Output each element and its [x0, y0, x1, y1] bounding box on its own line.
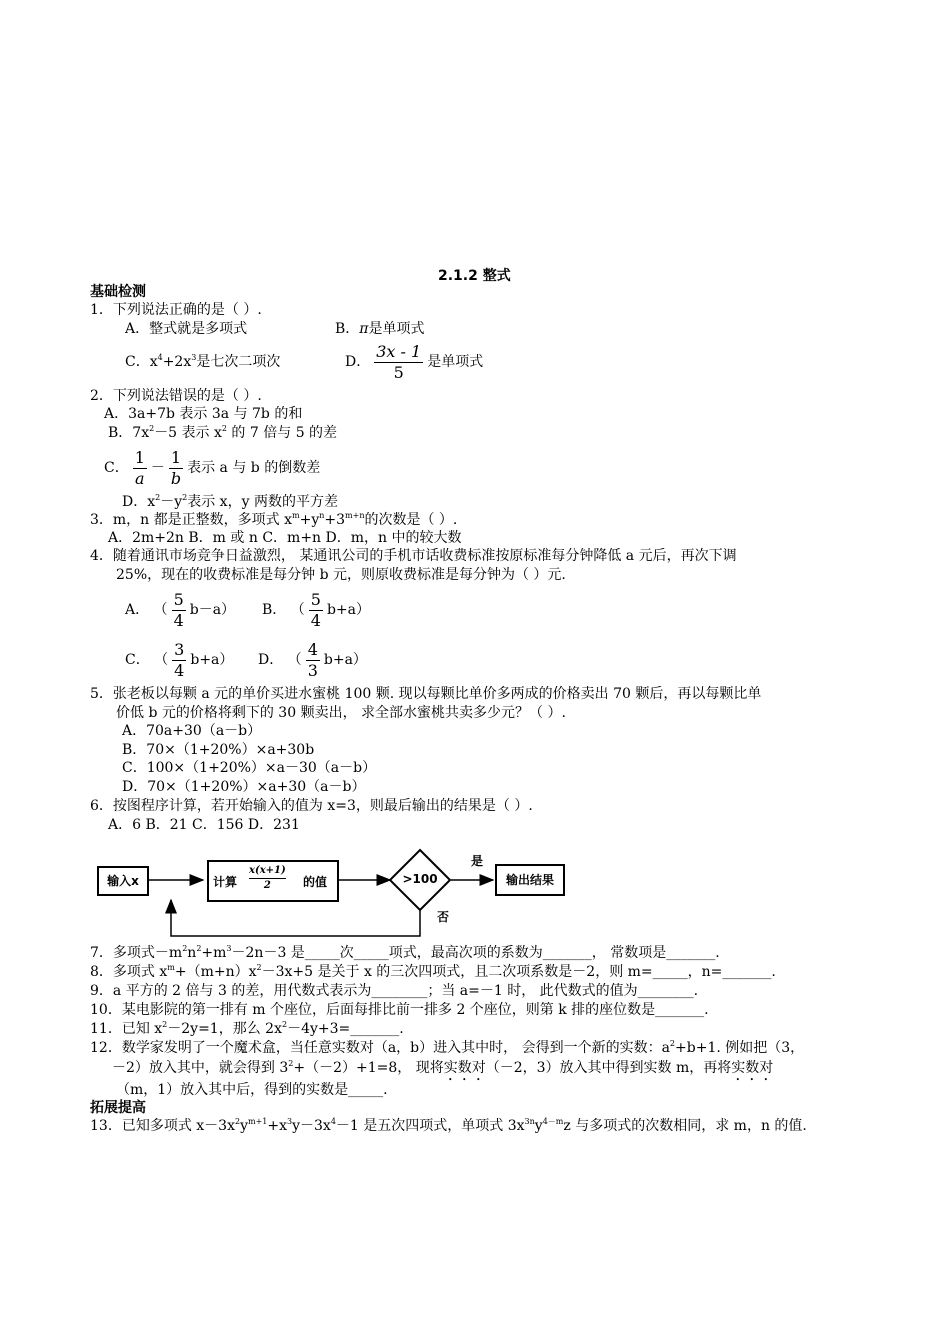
- q13-exp3: 3: [287, 1117, 293, 1126]
- q13-m4: －1 是五次四项式，单项式 3x: [335, 1118, 525, 1134]
- q1-d-denominator: 5: [393, 362, 404, 382]
- q1-d-prefix: D．: [345, 354, 371, 370]
- q4-b-prefix: B． （: [262, 602, 305, 618]
- q13-exp2: m+1: [247, 1117, 268, 1126]
- q2-c-fraction-2: [169, 448, 183, 489]
- q1-option-a: A．整式就是多项式: [125, 321, 248, 337]
- q4-a-num: 5: [173, 589, 184, 609]
- section-heading-extension: 拓展提高: [90, 1100, 146, 1116]
- q4-d-fraction: [306, 640, 320, 681]
- q4-b-suffix: b+a）: [326, 602, 370, 618]
- q4-a-den: 4: [173, 610, 184, 630]
- q3-exp2: n: [319, 511, 325, 520]
- q4-c-fraction: [172, 640, 186, 681]
- flowchart-output-label: 输出结果: [505, 873, 554, 887]
- q5-option-b: B．70×（1+20%）×a+30b: [122, 742, 315, 758]
- q2-b-mid: －5 表示 x: [154, 425, 222, 441]
- q4-b-den: 4: [310, 610, 321, 630]
- q2-c-den1: a: [135, 468, 145, 488]
- q12-l2-b: （－2，3）放入其中得到实数 m，再将: [485, 1060, 732, 1076]
- q2-option-a: A．3a+7b 表示 3a 与 7b 的和: [104, 406, 303, 422]
- q1-b-suffix: 是单项式: [368, 321, 425, 337]
- q2-d-exp1: 2: [155, 493, 161, 502]
- q11-post: －4y+3=_______.: [287, 1021, 404, 1037]
- q8-m1: +（m+n）x: [174, 964, 257, 980]
- q11-exp2: 2: [281, 1020, 288, 1029]
- q1-c-text: C．x: [125, 354, 158, 370]
- q5-option-c: C．100×（1+20%）×a－30（a－b）: [122, 760, 377, 776]
- q7-exp2: 2: [196, 944, 202, 953]
- q13-exp5: 3n: [524, 1117, 535, 1126]
- q4-option-c: [125, 636, 233, 684]
- q2-d-text: D．x: [122, 494, 156, 510]
- q4-b-num: 5: [310, 589, 321, 609]
- flowchart-yes-label: 是: [471, 854, 484, 868]
- q2-d-suffix: 表示 x，y 两数的平方差: [187, 494, 338, 510]
- q3-mid1: +y: [299, 512, 320, 528]
- q2-option-d: [122, 494, 338, 510]
- q4-line-1: 4．随着通讯市场竞争日益激烈， 某通讯公司的手机市话收费标准按原标准每分钟降低 a 元后，再次下调: [90, 548, 737, 564]
- q4-c-prefix: C． （: [125, 652, 169, 668]
- q7-text: [90, 945, 720, 961]
- flowchart-calc-fraction: [249, 864, 286, 893]
- q6-stem: 6．按图程序计算，若开始输入的值为 x=3，则最后输出的结果是（ ）.: [90, 798, 533, 814]
- q5-line-2: 价低 b 元的价格将剩下的 30 颗卖出， 求全部水蜜桃共卖多少元？（ ）.: [116, 705, 566, 721]
- q1-d-fraction: [374, 342, 423, 383]
- q13-pre: 13．已知多项式 x－3x: [90, 1118, 235, 1134]
- q4-d-suffix: b+a）: [323, 652, 367, 668]
- pi-symbol: π: [359, 321, 369, 337]
- q8-exp1: m: [167, 963, 175, 972]
- q1-b-prefix: B．: [335, 321, 360, 337]
- q2-b-exp2: 2: [221, 424, 227, 433]
- q4-c-suffix: b+a）: [190, 652, 234, 668]
- q13-m1: y: [240, 1118, 248, 1134]
- q11-pre: 11．已知 x: [90, 1021, 163, 1037]
- q2-c-minus: －: [150, 460, 165, 476]
- q7-exp1: 2: [182, 944, 188, 953]
- q2-option-b: [108, 425, 337, 441]
- q2-c-den2: b: [170, 468, 182, 488]
- q8-post: －3x+5 是关于 x 的三次四项式，且二次项系数是－2，则 m=_____，n=_______.: [261, 964, 776, 980]
- q2-stem: 2．下列说法错误的是（ ）.: [90, 388, 262, 404]
- q12-emphasis-1: 实数对: [443, 1060, 486, 1076]
- flowchart-input-box: [97, 866, 149, 896]
- q2-c-fraction-1: [133, 448, 147, 489]
- q2-d-mid: －y: [160, 494, 183, 510]
- q3-exp1: m: [292, 511, 300, 520]
- q4-c-den: 4: [174, 660, 185, 680]
- q3-text: 3．m，n 都是正整数，多项式 x: [90, 512, 292, 528]
- q3-options: A．2m+2n B．m 或 n C．m+n D．m，n 中的较大数: [108, 530, 462, 546]
- q1-option-d: [345, 338, 483, 386]
- q7-exp3: 3: [226, 944, 232, 953]
- q2-b-text: B．7x: [108, 425, 150, 441]
- q8-pre: 8．多项式 x: [90, 964, 168, 980]
- q13-m3: y－3x: [292, 1118, 331, 1134]
- q2-b-suffix: 的 7 倍与 5 的差: [226, 425, 338, 441]
- q3-stem: [90, 512, 457, 528]
- q4-a-prefix: A． （: [125, 602, 168, 618]
- section-heading-basic: 基础检测: [90, 284, 146, 300]
- flowchart-condition-label: >100: [402, 872, 438, 886]
- q13-exp4: 4: [330, 1117, 336, 1126]
- q7-pre: 7．多项式－m: [90, 945, 183, 961]
- q13-post: z 与多项式的次数相同，求 m，n 的值.: [563, 1118, 807, 1134]
- q13-text: [90, 1118, 807, 1134]
- q13-m2: +x: [267, 1118, 288, 1134]
- q7-m1: n: [187, 945, 197, 961]
- page-title: 2.1.2 整式: [438, 268, 511, 284]
- q3-exp3: m+n: [345, 511, 365, 520]
- program-flowchart: [95, 842, 575, 942]
- q12-line-2: [112, 1060, 773, 1084]
- q1-option-b: [335, 321, 425, 337]
- q1-stem: 1．下列说法正确的是（ ）.: [90, 302, 262, 318]
- flowchart-calc-suffix: 的值: [303, 875, 328, 889]
- q4-c-num: 3: [174, 639, 185, 659]
- flowchart-calc-num: x(x+1): [249, 864, 286, 879]
- q1-d-numerator: 3x - 1: [376, 341, 422, 361]
- flowchart-output-box: [495, 864, 565, 896]
- q13-exp1: 2: [234, 1117, 241, 1126]
- q12-l2-a: +（－2）+1=8， 现将: [293, 1060, 444, 1076]
- q12-line-3: （m，1）放入其中后，得到的实数是_____.: [116, 1082, 388, 1098]
- q1-c-exp2: 3: [191, 353, 197, 362]
- q4-a-fraction: [172, 590, 186, 631]
- q12-l1-exp: 2: [669, 1039, 676, 1048]
- q12-l2-pre: －2）放入其中，就会得到 3: [112, 1060, 289, 1076]
- q4-line-2: 25%，现在的收费标准是每分钟 b 元，则原收费标准是每分钟为（ ）元.: [116, 567, 566, 583]
- q2-option-c: [104, 444, 320, 492]
- q7-post: －2n－3 是_____次_____项式，最高次项的系数为_______， 常数项是_______.: [231, 945, 720, 961]
- q2-c-num1: 1: [134, 447, 145, 467]
- q1-option-c: [125, 354, 280, 370]
- q4-option-d: [258, 636, 367, 684]
- q5-option-a: A．70a+30（a－b）: [122, 723, 262, 739]
- q11-m1: －2y=1，那么 2x: [167, 1021, 282, 1037]
- q4-option-b: [262, 586, 370, 634]
- q7-m2: +m: [201, 945, 227, 961]
- q10-text: 10．某电影院的第一排有 m 个座位，后面每排比前一排多 2 个座位，则第 k 排的座位数是_______.: [90, 1002, 709, 1018]
- q12-emphasis-2: 实数对: [731, 1060, 774, 1076]
- q2-c-suffix: 表示 a 与 b 的倒数差: [187, 460, 321, 476]
- q9-text: 9．a 平方的 2 倍与 3 的差，用代数式表示为________；当 a=－1 时， 此代数式的值为________.: [90, 983, 699, 999]
- q5-option-d: D．70×（1+20%）×a+30（a－b）: [122, 779, 366, 795]
- q2-b-exp: 2: [149, 424, 155, 433]
- flowchart-calc-den: 2: [263, 880, 271, 891]
- q2-c-prefix: C．: [104, 460, 129, 476]
- q4-d-prefix: D． （: [258, 652, 302, 668]
- q4-b-fraction: [309, 590, 323, 631]
- q11-exp1: 2: [162, 1020, 168, 1029]
- flowchart-calc-prefix: 计算: [213, 875, 238, 889]
- q4-option-a: [125, 586, 235, 634]
- q8-text: [90, 964, 776, 980]
- q12-l1-post: +b+1. 例如把（3，: [675, 1040, 805, 1056]
- q4-d-den: 3: [307, 660, 318, 680]
- q3-suffix: 的次数是（ ）.: [364, 512, 458, 528]
- q1-c-mid: +2x: [162, 354, 192, 370]
- q11-text: [90, 1021, 404, 1037]
- q12-line-1: [90, 1040, 804, 1056]
- flowchart-input-label: 输入x: [107, 874, 139, 888]
- q2-c-num2: 1: [170, 447, 182, 467]
- q6-options: A．6 B．21 C．156 D．231: [108, 817, 300, 833]
- q8-exp2: 2: [256, 963, 262, 972]
- q1-c-suffix: 是七次二项次: [196, 354, 281, 370]
- q13-m5: y: [534, 1118, 543, 1134]
- q1-d-suffix: 是单项式: [427, 354, 484, 370]
- q2-d-exp2: 2: [182, 493, 188, 502]
- q12-l1-pre: 12．数学家发明了一个魔术盒，当任意实数对（a，b）进入其中时， 会得到一个新的实数：a: [90, 1040, 670, 1056]
- flowchart-no-label: 否: [437, 910, 450, 924]
- q5-line-1: 5．张老板以每颗 a 元的单价买进水蜜桃 100 颗. 现以每颗比单价多两成的价格卖出 70 颗后，再以每颗比单: [90, 686, 762, 702]
- flowchart-calc-box: [207, 860, 339, 902]
- q4-a-suffix: b－a）: [189, 602, 236, 618]
- q13-exp6: 4－m: [542, 1117, 564, 1126]
- q3-mid2: +3: [324, 512, 346, 528]
- q12-l2-exp: 2: [288, 1059, 294, 1068]
- q4-d-num: 4: [307, 639, 318, 659]
- q1-c-exp1: 4: [157, 353, 163, 362]
